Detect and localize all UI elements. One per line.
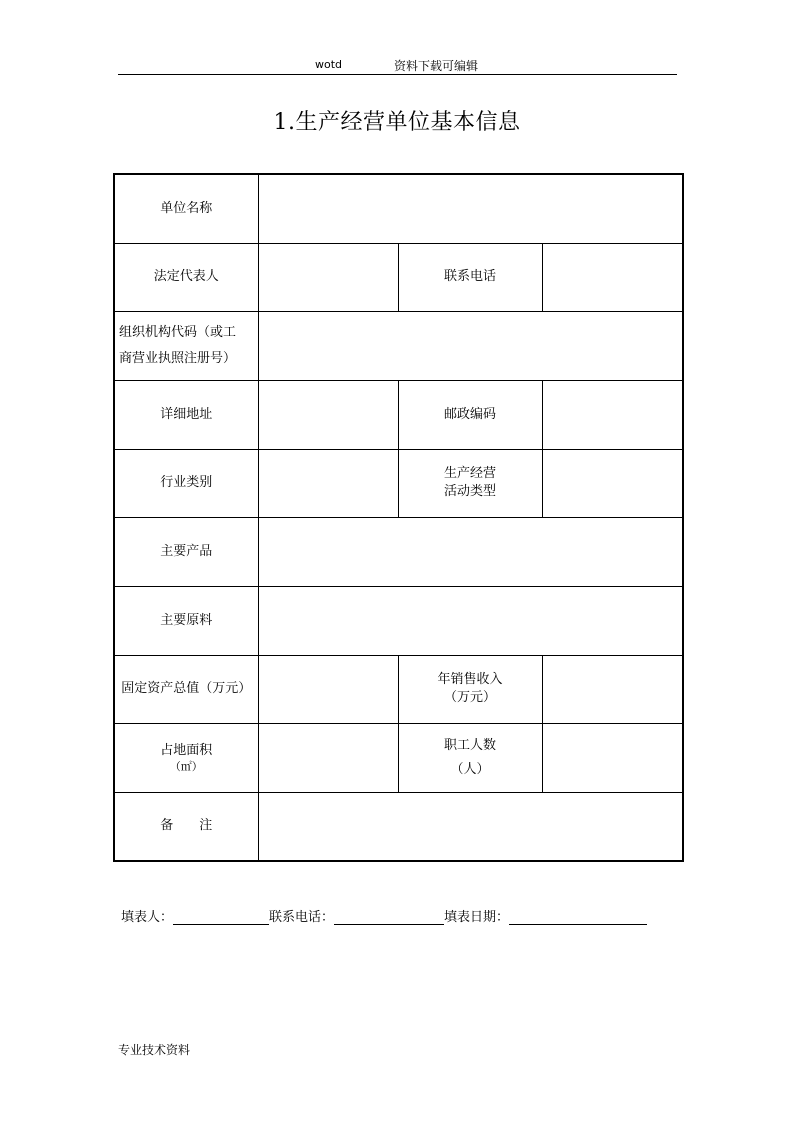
field-address[interactable] [258,380,398,449]
field-staff[interactable] [542,723,683,792]
bottom-note: 专业技术资料 [118,1043,191,1057]
label-industry: 行业类别 [114,449,258,517]
table-row [114,586,683,655]
form-footer [121,906,647,925]
table-row [114,655,683,723]
label-area-line2: （㎡） [169,759,203,773]
label-org-code [114,311,258,380]
field-fixed-assets[interactable] [258,655,398,723]
table-row [114,311,683,380]
date-label: 填表日期： [444,910,510,925]
table-row [114,380,683,449]
label-remark: 备 注 [114,792,258,861]
label-activity-line2: 活动类型 [443,484,496,499]
header-right-text: 资料下载可编辑 [394,59,479,73]
label-org-code-line1: 组织机构代码（或工 [119,324,237,340]
label-area [114,723,258,792]
label-address: 详细地址 [114,380,258,449]
label-activity-type [398,449,542,517]
table-row [114,449,683,517]
label-materials: 主要原料 [114,586,258,655]
label-sales-line2: （万元） [443,690,496,705]
filler-blank[interactable] [173,910,269,925]
table-row [114,517,683,586]
field-org-code[interactable] [258,311,683,380]
label-org-code-line2: 商营业执照注册号） [119,350,237,366]
label-area-line1: 占地面积 [160,742,213,758]
filler-label: 填表人： [121,910,174,925]
label-sales [398,655,542,723]
date-blank[interactable] [509,910,647,925]
field-phone[interactable] [542,243,683,311]
field-products[interactable] [258,517,683,586]
label-fixed-assets: 固定资产总值（万元） [114,655,258,723]
footer-phone-blank[interactable] [334,910,444,925]
label-staff-line2: （人） [450,761,490,777]
field-sales[interactable] [542,655,683,723]
page-title: 1.生产经营单位基本信息 [273,110,521,135]
field-industry[interactable] [258,449,398,517]
field-materials[interactable] [258,586,683,655]
table-row [114,723,683,792]
field-legal-rep[interactable] [258,243,398,311]
field-area[interactable] [258,723,398,792]
label-activity-line1: 生产经营 [443,466,496,481]
table-row [114,243,683,311]
field-activity-type[interactable] [542,449,683,517]
basic-info-table [113,173,684,862]
field-postal[interactable] [542,380,683,449]
table-row [114,174,683,243]
header-left-text: wotd [315,58,343,71]
label-products: 主要产品 [114,517,258,586]
page-header [118,56,677,75]
label-phone: 联系电话 [398,243,542,311]
label-sales-line1: 年销售收入 [437,672,503,687]
footer-phone-label: 联系电话： [269,910,335,925]
table-row [114,792,683,861]
label-staff-line1: 职工人数 [443,737,496,753]
label-postal: 邮政编码 [398,380,542,449]
field-unit-name[interactable] [258,174,683,243]
label-staff [398,723,542,792]
label-unit-name: 单位名称 [114,174,258,243]
label-legal-rep: 法定代表人 [114,243,258,311]
field-remark[interactable] [258,792,683,861]
